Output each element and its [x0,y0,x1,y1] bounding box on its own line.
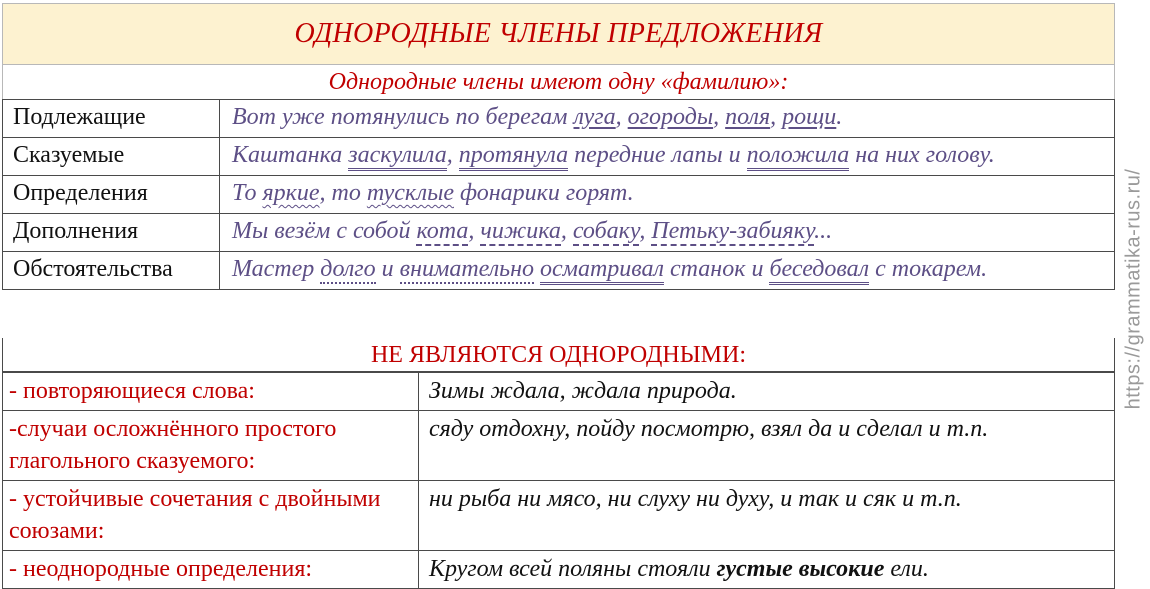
example-text: Мастер [232,256,321,282]
underlined-word: поля [725,104,771,130]
example-text: передние лапы и [568,142,747,168]
wavy-underlined-word: яркие [262,180,320,206]
example-text: фонарики горят. [454,180,634,206]
example-text: на них голову. [849,142,995,168]
double-underlined-word: положила [747,142,850,171]
double-underlined-word: беседовал [769,256,869,285]
table-row [3,100,1115,138]
homogeneous-members-table [2,99,1115,290]
term-cell: Определения [3,176,220,214]
dashed-underlined-word: Петьку-забияку [651,218,815,244]
example-text: , [446,142,459,168]
example-text: , [713,104,726,130]
example-text: ... [814,218,833,244]
not-homogeneous-header: НЕ ЯВЛЯЮТСЯ ОДНОРОДНЫМИ: [2,338,1115,372]
example-text: , то [319,180,367,206]
example-cell [220,176,1115,214]
example-text: Вот уже потянулись по берегам [232,104,574,130]
example-text: , [639,218,652,244]
dotted-underlined-word: долго [320,256,376,282]
term-cell: Дополнения [3,214,220,252]
not-homogeneous-table [2,372,1115,589]
double-underlined-word: осматривал [540,256,664,285]
bold-words: густые высокие [716,556,885,582]
double-underlined-word: заскулила [348,142,446,171]
example-text: станок и [664,256,770,282]
example-text: То [232,180,263,206]
example-text: , [615,104,628,130]
example-text: , [468,218,481,244]
table-row [3,411,1115,481]
underlined-word: рощи [782,104,837,130]
dotted-underlined-word: внимательно [399,256,534,282]
watermark [1118,0,1150,578]
table-row [3,373,1115,411]
example-text: . [836,104,843,130]
watermark-text: https://grammatika-rus.ru/ [1122,168,1145,410]
case-cell: - устойчивые сочетания с двойными союзами: [3,481,419,551]
example-cell: сяду отдохну, пойду посмотрю, взял да и сделал и т.п. [419,411,1115,481]
double-underlined-word: протянула [459,142,568,171]
example-text: Каштанка [232,142,349,168]
table-row [3,176,1115,214]
example-cell: ни рыба ни мясо, ни слуху ни духу, и так и сяк и т.п. [419,481,1115,551]
wavy-underlined-word: тусклые [366,180,454,206]
example-cell: Зимы ждала, ждала природа. [419,373,1115,411]
term-cell: Обстоятельства [3,252,220,290]
subtitle: Однородные члены имеют одну «фамилию»: [2,65,1115,99]
case-cell: - неоднородные определения: [3,551,419,589]
example-text: , [770,104,783,130]
table-row [3,551,1115,589]
example-text: ели. [884,556,929,582]
case-cell: - повторяющиеся слова: [3,373,419,411]
term-cell: Сказуемые [3,138,220,176]
table-row [3,481,1115,551]
term-cell: Подлежащие [3,100,220,138]
table-row [3,214,1115,252]
underlined-word: огороды [627,104,714,130]
underlined-word: луга [573,104,616,130]
table-row [3,138,1115,176]
dashed-underlined-word: собаку [572,218,640,244]
dashed-underlined-word: кота [416,218,469,244]
page-title: ОДНОРОДНЫЕ ЧЛЕНЫ ПРЕДЛОЖЕНИЯ [2,3,1115,65]
example-cell [220,100,1115,138]
example-text: и [375,256,400,282]
example-text: , [560,218,573,244]
example-cell [220,214,1115,252]
table-row [3,252,1115,290]
dashed-underlined-word: чижика [480,218,561,244]
example-cell [220,252,1115,290]
example-text: Мы везём с собой [232,218,417,244]
example-text: с токарем. [869,256,988,282]
example-cell [419,551,1115,589]
example-cell [220,138,1115,176]
case-cell: -случаи осложнённого простого глагольного сказуемого: [3,411,419,481]
example-text: Кругом всей поляны стояли [429,556,717,582]
